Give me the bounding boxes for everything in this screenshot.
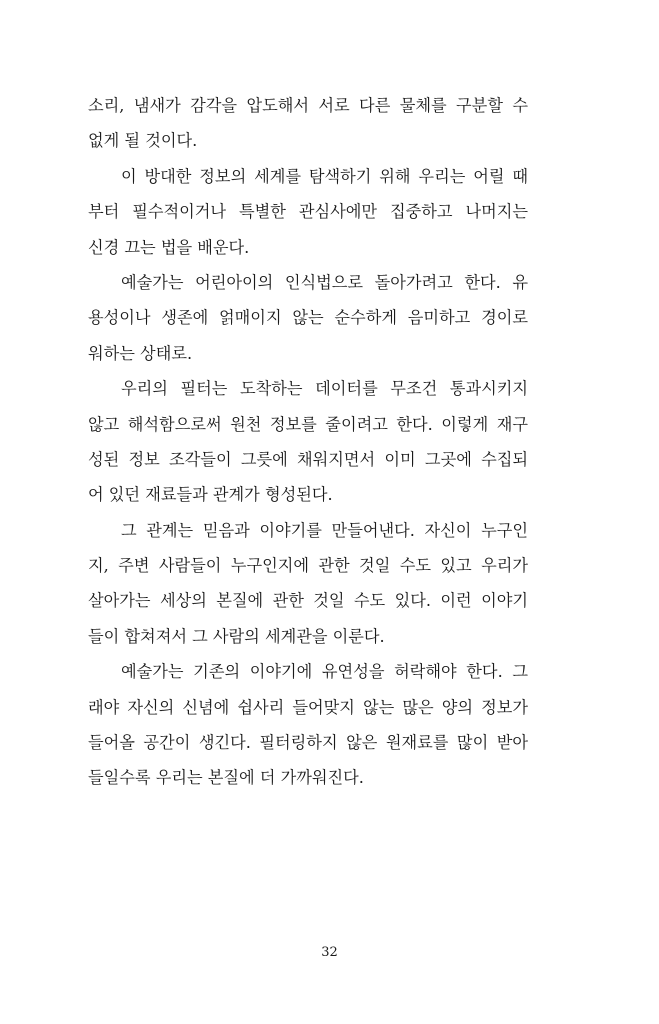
text-line: 예술가는 어린아이의 인식법으로 돌아가려고 한다. 유 bbox=[121, 272, 528, 292]
text-line: 성된 정보 조각들이 그릇에 채워지면서 이미 그곳에 수집되 bbox=[88, 449, 528, 469]
text-line: 우리의 필터는 도착하는 데이터를 무조건 통과시키지 bbox=[121, 379, 528, 399]
text-line: 들일수록 우리는 본질에 더 가까워진다. bbox=[88, 768, 364, 788]
text-line: 예술가는 기존의 이야기에 유연성을 허락해야 한다. 그 bbox=[121, 662, 528, 682]
text-line: 이 방대한 정보의 세계를 탐색하기 위해 우리는 어릴 때 bbox=[121, 166, 528, 186]
page-number: 32 bbox=[321, 945, 338, 960]
text-line: 않고 해석함으로써 원천 정보를 줄이려고 한다. 이렇게 재구 bbox=[88, 414, 528, 434]
text-line: 워하는 상태로. bbox=[88, 343, 193, 363]
text-line: 없게 될 것이다. bbox=[88, 131, 198, 151]
text-line: 들어올 공간이 생긴다. 필터링하지 않은 원재료를 많이 받아 bbox=[88, 733, 528, 753]
text-line: 살아가는 세상의 본질에 관한 것일 수도 있다. 이런 이야기 bbox=[88, 591, 528, 611]
text-line: 들이 합쳐져서 그 사람의 세계관을 이룬다. bbox=[88, 626, 385, 646]
text-line: 그 관계는 믿음과 이야기를 만들어낸다. 자신이 누구인 bbox=[121, 520, 528, 540]
text-line: 어 있던 재료들과 관계가 형성된다. bbox=[88, 485, 333, 505]
body-text bbox=[88, 88, 528, 796]
text-line: 용성이나 생존에 얽매이지 않는 순수하게 음미하고 경이로 bbox=[88, 308, 528, 328]
text-line: 부터 필수적이거나 특별한 관심사에만 집중하고 나머지는 bbox=[88, 202, 528, 222]
text-line: 래야 자신의 신념에 쉽사리 들어맞지 않는 많은 양의 정보가 bbox=[88, 697, 528, 717]
text-line: 신경 끄는 법을 배운다. bbox=[88, 237, 250, 257]
text-line: 지, 주변 사람들이 누구인지에 관한 것일 수도 있고 우리가 bbox=[88, 556, 528, 576]
text-line: 소리, 냄새가 감각을 압도해서 서로 다른 물체를 구분할 수 bbox=[88, 96, 528, 115]
